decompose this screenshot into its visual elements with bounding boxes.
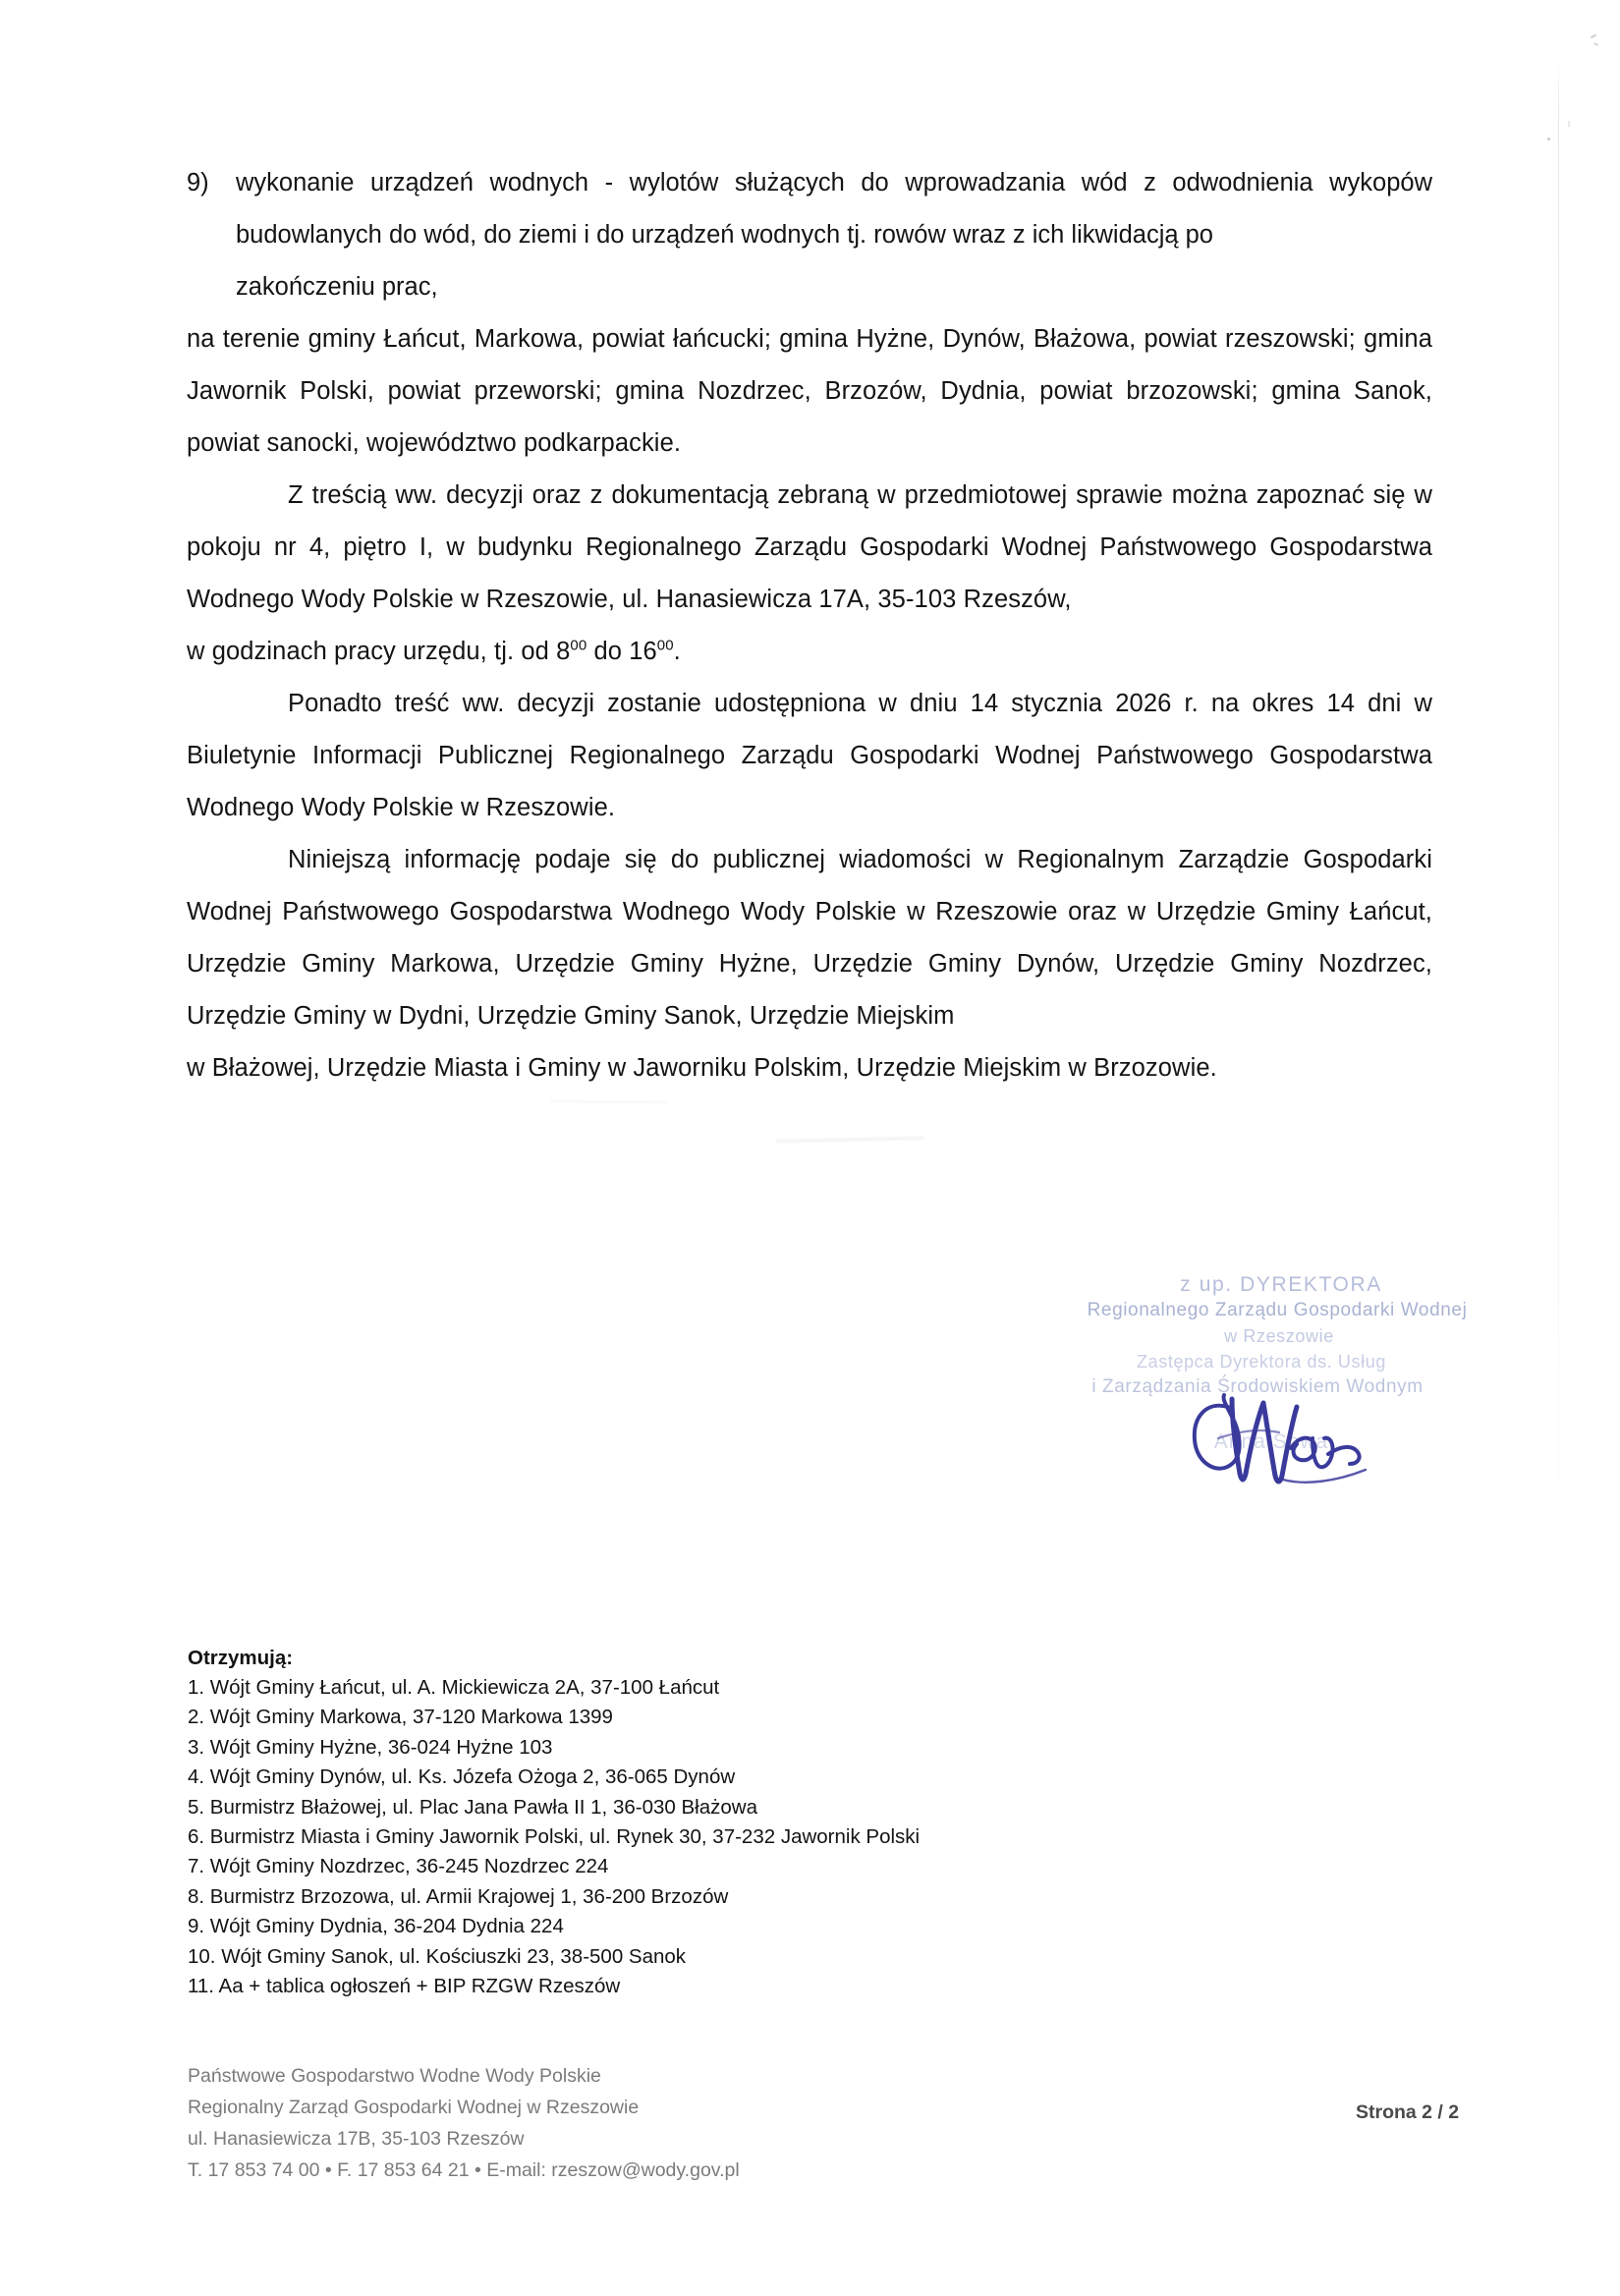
scan-edge-artifact: [1558, 59, 1559, 1552]
scan-speck-icon: [1593, 42, 1598, 46]
list-item-marker: 9): [187, 169, 209, 196]
recipient-item: 1. Wójt Gminy Łańcut, ul. A. Mickiewicza 2A, 37-100 Łańcut: [188, 1676, 720, 1699]
scan-speck-icon: [1591, 34, 1596, 39]
stamp-line-department: i Zarządzania Środowiskiem Wodnym: [1091, 1376, 1424, 1397]
paragraph-location: na terenie gminy Łańcut, Markowa, powiat łańcucki; gmina Hyżne, Dynów, Błażowa, powiat rzeszowski; gmina Jawornik Polski, powiat przeworski; gmina Nozdrzec, Brzozów, Dydnia, powiat brzozowski; gmina Sanok, powiat sanocki, województwo podkarpackie.: [187, 325, 1432, 457]
footer-organization: Państwowe Gospodarstwo Wodne Wody Polskie: [188, 2065, 601, 2087]
paragraph-publication: Ponadto treść ww. decyzji zostanie udostępniona w dniu 14 stycznia 2026 r. na okres 14 dni w Biuletynie Informacji Publicznej Regionalnego Zarządu Gospodarki Wodnej Państwowego Gospodarstwa Wodnego Wody Polskie w Rzeszowie.: [187, 690, 1432, 821]
document-footer: [188, 2060, 974, 2186]
office-hours-open-minutes: 00: [570, 637, 587, 654]
recipient-item: 9. Wójt Gminy Dydnia, 36-204 Dydnia 224: [188, 1915, 564, 1938]
list-item-line-1: wykonanie urządzeń wodnych - wylotów służących do wprowadzania wód z odwodnienia wykopów: [236, 169, 1432, 196]
recipient-item: 8. Burmistrz Brzozowa, ul. Armii Krajowej 1, 36-200 Brzozów: [188, 1884, 729, 1908]
recipient-item: 7. Wójt Gminy Nozdrzec, 36-245 Nozdrzec 224: [188, 1855, 609, 1878]
recipients-section: [188, 1644, 1072, 2001]
paragraph-office-hours: [187, 626, 1432, 678]
recipients-list: [188, 1673, 1072, 2001]
stamp-line-city: w Rzeszowie: [1224, 1326, 1334, 1346]
office-hours-close-minutes: 00: [656, 637, 674, 654]
stamp-signer-name: Anna Sowa: [1213, 1430, 1329, 1453]
handwritten-signature-icon: [1189, 1383, 1424, 1501]
document-body: [187, 157, 1432, 1094]
recipient-item: 5. Burmistrz Błażowej, ul. Plac Jana Pawła II 1, 36-030 Błażowa: [188, 1795, 757, 1819]
paragraph-access-text: Z treścią ww. decyzji oraz z dokumentacją zebraną w przedmiotowej sprawie można zapoznać się w pokoju nr 4, piętro I, w budynku Regionalnego Zarządu Gospodarki Wodnej Państwowego Gospodarstwa Wodnego Wody Polskie w Rzeszowie, ul. Hanasiewicza 17A, 35-103 Rzeszów,: [187, 481, 1432, 613]
recipient-item: 2. Wójt Gminy Markowa, 37-120 Markowa 1399: [188, 1706, 613, 1729]
office-hours-suffix: .: [673, 638, 681, 665]
scan-speck-icon: [1547, 138, 1550, 140]
page-number: Strona 2 / 2: [1356, 2101, 1460, 2123]
recipient-item: 11. Aa + tablica ogłoszeń + BIP RZGW Rzeszów: [188, 1975, 621, 1998]
footer-contact: T. 17 853 74 00 • F. 17 853 64 21 • E-mail: rzeszow@wody.gov.pl: [188, 2159, 740, 2181]
scan-speck-icon: [1568, 121, 1570, 127]
stamp-line-authority: Regionalnego Zarządu Gospodarki Wodnej: [1087, 1300, 1468, 1320]
scan-smudge: [550, 1099, 668, 1103]
list-item-line-3: zakończeniu prac,: [236, 273, 438, 301]
footer-department: Regionalny Zarząd Gospodarki Wodnej w Rzeszowie: [188, 2097, 640, 2118]
recipients-heading: Otrzymują:: [188, 1647, 294, 1669]
numbered-list-item-9: [187, 157, 1432, 313]
paragraph-notification: Niniejszą informację podaje się do publicznej wiadomości w Regionalnym Zarządzie Gospodarki Wodnej Państwowego Gospodarstwa Wodnego Wody Polskie w Rzeszowie oraz w Urzędzie Gminy Łańcut, Urzędzie Gminy Markowa, Urzędzie Gminy Hyżne, Urzędzie Gminy Dynów, Urzędzie Gminy Nozdrzec, Urzędzie Gminy w Dydni, Urzędzie Gminy Sanok, Urzędzie Miejskim: [187, 846, 1432, 1030]
recipient-item: 3. Wójt Gminy Hyżne, 36-024 Hyżne 103: [188, 1735, 553, 1759]
office-hours-mid: do 16: [587, 638, 657, 665]
recipient-item: 10. Wójt Gminy Sanok, ul. Kościuszki 23, 38-500 Sanok: [188, 1944, 687, 1968]
scan-smudge: [776, 1136, 923, 1143]
stamp-line-director: z up. DYREKTORA: [1180, 1273, 1382, 1296]
stamp-line-deputy: Zastępca Dyrektora ds. Usług: [1137, 1352, 1386, 1372]
recipient-item: 6. Burmistrz Miasta i Gminy Jawornik Polski, ul. Rynek 30, 37-232 Jawornik Polski: [188, 1825, 921, 1849]
paragraph-access: [187, 470, 1432, 626]
footer-address: ul. Hanasiewicza 17B, 35-103 Rzeszów: [188, 2128, 525, 2150]
recipient-item: 4. Wójt Gminy Dynów, ul. Ks. Józefa Ożoga 2, 36-065 Dynów: [188, 1765, 736, 1789]
list-item-line-2: budowlanych do wód, do ziemi i do urządzeń wodnych tj. rowów wraz z ich likwidacją po: [236, 221, 1213, 249]
office-hours-prefix: w godzinach pracy urzędu, tj. od 8: [187, 638, 571, 665]
paragraph-notification-last: w Błażowej, Urzędzie Miasta i Gminy w Jaworniku Polskim, Urzędzie Miejskim w Brzozowie.: [187, 1054, 1217, 1082]
